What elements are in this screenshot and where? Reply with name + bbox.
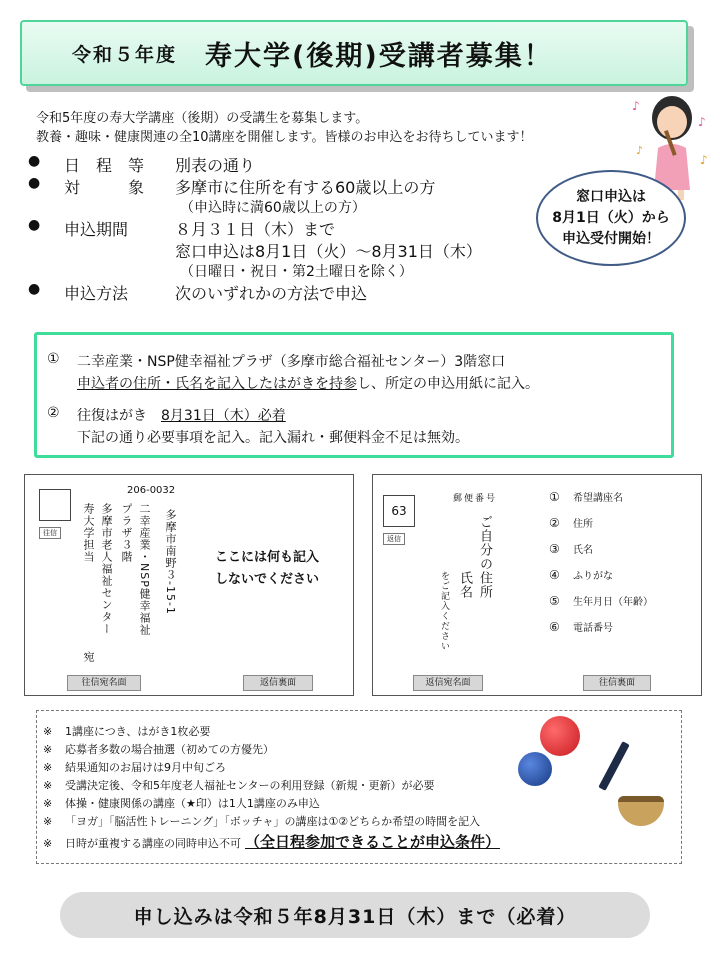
note-2: ※ 応募者多数の場合抽選（初めての方優先） bbox=[43, 743, 274, 756]
address-line-2: 二幸産業・NSP健幸福祉 bbox=[138, 503, 151, 636]
method-1-line-2 bbox=[77, 373, 539, 393]
address-line-5: 寿大学担当 bbox=[82, 503, 95, 563]
note-5: ※ 体操・健康関係の講座（★印）は1人1講座のみ申込 bbox=[43, 797, 320, 810]
address-honorific: 宛 bbox=[82, 651, 95, 663]
stamp-label: 往信 bbox=[39, 527, 61, 539]
address-line-3: プラザ３階 bbox=[120, 503, 133, 563]
note-4: ※ 受講決定後、令和5年度老人福祉センターの利用登録（新規・更新）が必要 bbox=[43, 779, 435, 792]
bullet: ● bbox=[28, 281, 41, 297]
postal-code: 206-0032 bbox=[127, 485, 176, 496]
method-1-rest: し、所定の申込用紙に記入。 bbox=[357, 376, 539, 392]
bubble-line-3: 申込受付開始！ bbox=[562, 230, 660, 247]
reply-address-instruction: ご自分の住所 bbox=[477, 515, 492, 599]
method-value: 次のいずれかの方法で申込 bbox=[175, 284, 368, 303]
stamp-box bbox=[39, 489, 71, 521]
svg-text:♪: ♪ bbox=[700, 153, 708, 167]
application-method-box bbox=[34, 332, 674, 458]
participation-condition: （全日程参加できることが申込条件） bbox=[245, 833, 501, 851]
stamp-label: 返信 bbox=[383, 533, 405, 545]
svg-text:♪: ♪ bbox=[632, 99, 640, 113]
header-era: 令和５年度 bbox=[72, 43, 178, 66]
notes-box bbox=[36, 710, 682, 864]
reply-item-1: ① 希望講座名 bbox=[549, 490, 623, 504]
target-label: 対 象 bbox=[64, 178, 145, 197]
period-window: 窓口申込は8月1日（火）～8月31日（木） bbox=[175, 242, 482, 261]
intro-text bbox=[36, 109, 533, 147]
note-6: ※ 「ヨガ」「脳活性トレーニング」「ボッチャ」の講座は①②どちらか希望の時間を記入 bbox=[43, 815, 481, 828]
postcard-reply bbox=[372, 474, 702, 696]
period-sub: （日曜日・祝日・第2土曜日を除く） bbox=[180, 264, 413, 280]
tab-outgoing-back-side: 往信裏面 bbox=[583, 675, 651, 691]
postal-code-label: 郵便番号 bbox=[453, 494, 498, 504]
intro-line-2: 教養・趣味・健康関連の全10講座を開催します。皆様のお申込をお待ちしています！ bbox=[36, 130, 533, 145]
tab-reply-address-side: 返信宛名面 bbox=[413, 675, 483, 691]
target-sub: （申込時に満60歳以上の方） bbox=[180, 200, 366, 216]
reply-item-2: ② 住所 bbox=[549, 516, 593, 530]
red-ball-illustration bbox=[540, 716, 580, 756]
bubble-line-1: 窓口申込は bbox=[576, 188, 646, 205]
leave-blank-note bbox=[215, 547, 319, 591]
bullet: ● bbox=[28, 217, 41, 233]
window-application-bubble bbox=[536, 170, 686, 266]
period-value: ８月３１日（木）まで bbox=[175, 220, 336, 239]
reply-item-3: ③ 氏名 bbox=[549, 542, 593, 556]
svg-text:♪: ♪ bbox=[698, 115, 706, 129]
reply-name-instruction: 氏名 bbox=[457, 571, 472, 599]
period-label: 申込期間 bbox=[64, 220, 129, 239]
target-value: 多摩市に住所を有する60歳以上の方 bbox=[175, 178, 436, 197]
stamp-box: 63 bbox=[383, 495, 415, 527]
method-2-line-2: 下記の通り必要事項を記入。記入漏れ・郵便料金不足は無効。 bbox=[77, 430, 469, 446]
method-2-deadline: 8月31日（木）必着 bbox=[161, 408, 286, 424]
header-banner bbox=[20, 20, 688, 86]
method-2-line-1 bbox=[77, 405, 286, 425]
bullet: ● bbox=[28, 153, 41, 169]
leave-blank-line-2: しないでください bbox=[215, 572, 320, 587]
intro-line-1: 令和5年度の寿大学講座（後期）の受講生を募集します。 bbox=[36, 111, 369, 126]
address-line-1: 多摩市南野３-15-1 bbox=[164, 509, 177, 615]
note-7: ※ 日時が重複する講座の同時申込不可 （全日程参加できることが申込条件） bbox=[43, 833, 501, 851]
bubble-line-2: 8月1日（火）から bbox=[552, 209, 670, 226]
method-2-number: ② bbox=[47, 405, 60, 421]
bullet: ● bbox=[28, 175, 41, 191]
tab-outgoing-address-side: 往信宛名面 bbox=[67, 675, 141, 691]
blue-ball-illustration bbox=[518, 752, 552, 786]
method-1-line-1: 二幸産業・NSP健幸福祉プラザ（多摩市総合福祉センター）3階窓口 bbox=[77, 354, 506, 370]
note-3: ※ 結果通知のお届けは9月中旬ごろ bbox=[43, 761, 226, 774]
reply-fill-instruction: をご記入ください bbox=[439, 571, 449, 651]
reply-item-4: ④ ふりがな bbox=[549, 568, 613, 582]
schedule-label: 日 程 等 bbox=[64, 156, 145, 175]
postcard-outgoing bbox=[24, 474, 354, 696]
tab-reply-back-side: 返信裏面 bbox=[243, 675, 313, 691]
header-title: 寿大学(後期)受講者募集！ bbox=[205, 40, 553, 72]
method-1-underlined: 申込者の住所・氏名を記入したはがきを持参 bbox=[77, 376, 357, 392]
method-1-number: ① bbox=[47, 351, 60, 367]
address-line-4: 多摩市老人福祉センター bbox=[100, 503, 113, 635]
deadline-footer: 申し込みは令和５年8月31日（木）まで（必着） bbox=[60, 892, 650, 938]
reply-item-6: ⑥ 電話番号 bbox=[549, 620, 613, 634]
leave-blank-line-1: ここには何も記入 bbox=[215, 550, 320, 565]
svg-text:♪: ♪ bbox=[636, 144, 644, 157]
method-label: 申込方法 bbox=[64, 284, 129, 303]
method-2-pre: 往復はがき bbox=[77, 408, 161, 424]
note-1: ※ 1講座につき、はがき1枚必要 bbox=[43, 725, 211, 738]
reply-item-5: ⑤ 生年月日（年齢） bbox=[549, 594, 653, 608]
schedule-value: 別表の通り bbox=[175, 156, 256, 175]
